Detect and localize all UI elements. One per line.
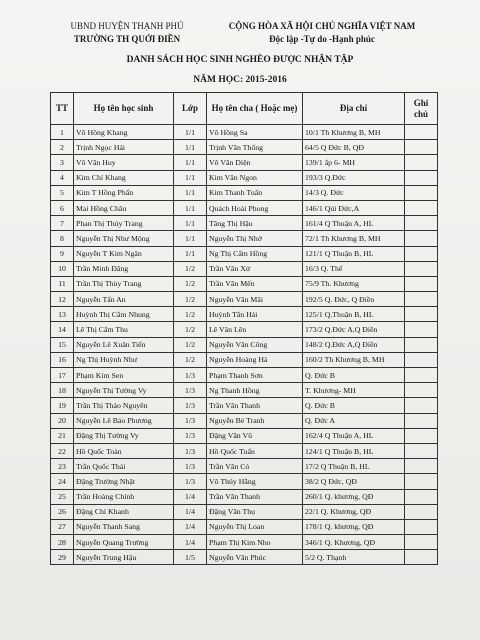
student-name-cell: Nguyễn Lê Bảo Phương: [74, 413, 174, 428]
class-cell: 1/2: [174, 292, 207, 307]
student-name-cell: Trần Thị Thùy Trang: [74, 276, 174, 291]
note-cell: [405, 337, 438, 352]
address-cell: Q. Đức B: [303, 368, 405, 383]
parent-name-cell: Đặng Văn Thụ: [207, 504, 303, 519]
note-cell: [405, 216, 438, 231]
class-cell: 1/4: [174, 504, 207, 519]
parent-name-cell: Nguyễn Văn Mãi: [207, 292, 303, 307]
parent-name-cell: Nguyễn Văn Phúc: [207, 550, 303, 565]
table-row: [51, 216, 438, 231]
class-cell: 1/3: [174, 368, 207, 383]
class-cell: 1/3: [174, 443, 207, 458]
student-name-cell: Phan Thị Thủy Trang: [74, 216, 174, 231]
note-cell: [405, 489, 438, 504]
column-header-parent: Họ tên cha ( Hoặc mẹ): [207, 93, 303, 125]
parent-name-cell: Kim Thanh Tuấn: [207, 185, 303, 200]
note-cell: [405, 185, 438, 200]
row-number-cell: 27: [51, 519, 74, 534]
note-cell: [405, 443, 438, 458]
class-cell: 1/1: [174, 185, 207, 200]
table-row: [51, 170, 438, 185]
parent-name-cell: Nguyễn Văn Công: [207, 337, 303, 352]
address-cell: 64/5 Q Đức B, QĐ: [303, 140, 405, 155]
table-row: [51, 519, 438, 534]
parent-name-cell: Ng Thị Cẩm Hồng: [207, 246, 303, 261]
table-row: [51, 474, 438, 489]
class-cell: 1/1: [174, 140, 207, 155]
parent-name-cell: Tăng Thị Hậu: [207, 216, 303, 231]
row-number-cell: 5: [51, 185, 74, 200]
student-name-cell: Kim T Hồng Phấn: [74, 185, 174, 200]
parent-name-cell: Ng Thanh Hồng: [207, 383, 303, 398]
parent-name-cell: Huỳnh Tấn Hải: [207, 307, 303, 322]
address-cell: T. Khương- MH: [303, 383, 405, 398]
student-name-cell: Nguyễn Tấn An: [74, 292, 174, 307]
table-row: [51, 200, 438, 215]
address-cell: 192/5 Q. Đức, Q Điền: [303, 292, 405, 307]
student-name-cell: Kim Chí Khang: [74, 170, 174, 185]
row-number-cell: 8: [51, 231, 74, 246]
nation-motto: Độc lập -Tự do -Hạnh phúc: [269, 34, 375, 44]
parent-name-cell: Nguyễn Thị Loan: [207, 519, 303, 534]
row-number-cell: 20: [51, 413, 74, 428]
class-cell: 1/1: [174, 216, 207, 231]
district-committee-name: UBND HUYỆN THẠNH PHÚ: [70, 21, 184, 31]
student-name-cell: Mai Hồng Châu: [74, 200, 174, 215]
class-cell: 1/1: [174, 246, 207, 261]
parent-name-cell: Nguyễn Hoàng Hà: [207, 352, 303, 367]
row-number-cell: 19: [51, 398, 74, 413]
table-row: [51, 246, 438, 261]
column-header-tt: TT: [51, 93, 74, 125]
address-cell: 162/4 Q Thuận A, HL: [303, 428, 405, 443]
note-cell: [405, 170, 438, 185]
note-cell: [405, 261, 438, 276]
class-cell: 1/2: [174, 276, 207, 291]
note-cell: [405, 459, 438, 474]
note-cell: [405, 550, 438, 565]
parent-name-cell: Võ Thúy Hằng: [207, 474, 303, 489]
organization-header: [62, 20, 192, 46]
student-name-cell: Trần Quốc Thái: [74, 459, 174, 474]
table-row: [51, 231, 438, 246]
parent-name-cell: Phạm Thị Kim Nho: [207, 535, 303, 550]
class-cell: 1/1: [174, 125, 207, 140]
note-cell: [405, 200, 438, 215]
table-row: [51, 125, 438, 140]
note-cell: [405, 125, 438, 140]
row-number-cell: 3: [51, 155, 74, 170]
row-number-cell: 13: [51, 307, 74, 322]
row-number-cell: 1: [51, 125, 74, 140]
address-cell: 75/9 Th. Khương: [303, 276, 405, 291]
class-cell: 1/1: [174, 200, 207, 215]
table-row: [51, 276, 438, 291]
class-cell: 1/4: [174, 489, 207, 504]
table-row: [51, 413, 438, 428]
note-cell: [405, 276, 438, 291]
class-cell: 1/1: [174, 155, 207, 170]
table-row: [51, 459, 438, 474]
table-row: [51, 550, 438, 565]
student-name-cell: Nguyễn Thị Như Mộng: [74, 231, 174, 246]
row-number-cell: 12: [51, 292, 74, 307]
parent-name-cell: Nguyễn Bé Tranh: [207, 413, 303, 428]
student-name-cell: Nguyễn Lê Xuân Tiến: [74, 337, 174, 352]
parent-name-cell: Võ Hồng Sa: [207, 125, 303, 140]
note-cell: [405, 398, 438, 413]
note-cell: [405, 428, 438, 443]
student-name-cell: Võ Văn Huy: [74, 155, 174, 170]
note-cell: [405, 519, 438, 534]
parent-name-cell: Hồ Quốc Tuấn: [207, 443, 303, 458]
address-cell: 346/1 Q. Khương, QĐ: [303, 535, 405, 550]
student-name-cell: Trịnh Ngọc Hải: [74, 140, 174, 155]
row-number-cell: 17: [51, 368, 74, 383]
class-cell: 1/2: [174, 337, 207, 352]
note-cell: [405, 231, 438, 246]
note-cell: [405, 292, 438, 307]
table-row: [51, 261, 438, 276]
student-name-cell: Ng Thị Huỳnh Như: [74, 352, 174, 367]
address-cell: 146/1 Qúi Đức,A: [303, 200, 405, 215]
parent-name-cell: Nguyễn Thị Nhớ: [207, 231, 303, 246]
class-cell: 1/2: [174, 352, 207, 367]
student-name-cell: Huỳnh Thị Cẩm Nhung: [74, 307, 174, 322]
note-cell: [405, 307, 438, 322]
parent-name-cell: Đặng Văn Vũ: [207, 428, 303, 443]
student-name-cell: Lê Thị Cẩm Thu: [74, 322, 174, 337]
table-row: [51, 489, 438, 504]
student-name-cell: Võ Hồng Khang: [74, 125, 174, 140]
table-row: [51, 398, 438, 413]
student-name-cell: Phạm Kim Sen: [74, 368, 174, 383]
row-number-cell: 24: [51, 474, 74, 489]
class-cell: 1/3: [174, 413, 207, 428]
row-number-cell: 4: [51, 170, 74, 185]
table-header-row: [51, 93, 438, 125]
school-year: NĂM HỌC: 2015-2016: [193, 75, 287, 85]
student-name-cell: Đặng Trường Nhật: [74, 474, 174, 489]
address-cell: 124/1 Q Thuận B, HL: [303, 443, 405, 458]
parent-name-cell: Trần Văn Có: [207, 459, 303, 474]
table-row: [51, 185, 438, 200]
parent-name-cell: Phạm Thanh Sơn: [207, 368, 303, 383]
student-name-cell: Nguyễn Quang Trường: [74, 535, 174, 550]
table-row: [51, 322, 438, 337]
parent-name-cell: Trần Văn Xử: [207, 261, 303, 276]
address-cell: 173/2 Q.Đức A,Q Điền: [303, 322, 405, 337]
table-row: [51, 504, 438, 519]
student-name-cell: Trần Hoàng Chính: [74, 489, 174, 504]
address-cell: 17/2 Q Thuận B, HL: [303, 459, 405, 474]
address-cell: 121/1 Q Thuận B, HL: [303, 246, 405, 261]
table-row: [51, 352, 438, 367]
note-cell: [405, 535, 438, 550]
school-name: TRƯỜNG TH QUỚI ĐIỀN: [73, 34, 181, 44]
address-cell: 5/2 Q. Thạnh: [303, 550, 405, 565]
class-cell: 1/3: [174, 459, 207, 474]
parent-name-cell: Lê Văn Lên: [207, 322, 303, 337]
row-number-cell: 6: [51, 200, 74, 215]
row-number-cell: 21: [51, 428, 74, 443]
note-cell: [405, 155, 438, 170]
table-row: [51, 307, 438, 322]
class-cell: 1/3: [174, 383, 207, 398]
national-motto-header: [216, 20, 428, 46]
parent-name-cell: Trịnh Văn Thống: [207, 140, 303, 155]
row-number-cell: 29: [51, 550, 74, 565]
parent-name-cell: Trần Văn Mến: [207, 276, 303, 291]
row-number-cell: 15: [51, 337, 74, 352]
column-header-student: Họ tên học sinh: [74, 93, 174, 125]
address-cell: 139/1 ấp 6- MH: [303, 155, 405, 170]
student-name-cell: Hồ Quốc Toàn: [74, 443, 174, 458]
note-cell: [405, 246, 438, 261]
class-cell: 1/1: [174, 231, 207, 246]
note-cell: [405, 352, 438, 367]
class-cell: 1/3: [174, 428, 207, 443]
row-number-cell: 16: [51, 352, 74, 367]
table-row: [51, 383, 438, 398]
row-number-cell: 2: [51, 140, 74, 155]
parent-name-cell: Trần Văn Thanh: [207, 398, 303, 413]
note-cell: [405, 383, 438, 398]
note-cell: [405, 504, 438, 519]
parent-name-cell: Quách Hoài Phong: [207, 200, 303, 215]
class-cell: 1/2: [174, 261, 207, 276]
row-number-cell: 11: [51, 276, 74, 291]
row-number-cell: 9: [51, 246, 74, 261]
address-cell: 260/1 Q. khương, QĐ: [303, 489, 405, 504]
class-cell: 1/3: [174, 474, 207, 489]
student-name-cell: Trần Thị Thảo Nguyên: [74, 398, 174, 413]
table-row: [51, 140, 438, 155]
document-title: DANH SÁCH HỌC SINH NGHÈO ĐƯỢC NHẬN TẬP: [126, 55, 354, 65]
row-number-cell: 23: [51, 459, 74, 474]
address-cell: 148/2 Q.Đức A,Q Điền: [303, 337, 405, 352]
table-row: [51, 337, 438, 352]
class-cell: 1/4: [174, 535, 207, 550]
address-cell: 10/1 Th Khương B, MH: [303, 125, 405, 140]
table-row: [51, 428, 438, 443]
row-number-cell: 28: [51, 535, 74, 550]
student-name-cell: Nguyễn Thanh Sang: [74, 519, 174, 534]
address-cell: 160/2 Th Khương B, MH: [303, 352, 405, 367]
nation-name: CỘNG HÒA XÃ HỘI CHỦ NGHĨA VIỆT NAM: [228, 21, 416, 31]
row-number-cell: 26: [51, 504, 74, 519]
row-number-cell: 14: [51, 322, 74, 337]
address-cell: 14/3 Q. Đức: [303, 185, 405, 200]
address-cell: 22/1 Q. Khương, QĐ: [303, 504, 405, 519]
table-row: [51, 155, 438, 170]
note-cell: [405, 140, 438, 155]
student-name-cell: Nguyễn Thị Tường Vy: [74, 383, 174, 398]
parent-name-cell: Võ Văn Diện: [207, 155, 303, 170]
address-cell: 125/1 Q.Thuận B, HL: [303, 307, 405, 322]
row-number-cell: 10: [51, 261, 74, 276]
address-cell: 161/4 Q Thuận A, HL: [303, 216, 405, 231]
class-cell: 1/1: [174, 170, 207, 185]
address-cell: 38/2 Q Đức, QĐ: [303, 474, 405, 489]
row-number-cell: 7: [51, 216, 74, 231]
student-list-table: [50, 92, 438, 565]
table-row: [51, 368, 438, 383]
class-cell: 1/5: [174, 550, 207, 565]
address-cell: 178/1 Q. khương, QĐ: [303, 519, 405, 534]
student-name-cell: Nguyễn Trung Hậu: [74, 550, 174, 565]
class-cell: 1/4: [174, 519, 207, 534]
row-number-cell: 18: [51, 383, 74, 398]
column-header-address: Địa chỉ: [303, 93, 405, 125]
row-number-cell: 25: [51, 489, 74, 504]
address-cell: Q. Đức A: [303, 413, 405, 428]
student-name-cell: Trần Minh Đăng: [74, 261, 174, 276]
class-cell: 1/3: [174, 398, 207, 413]
table-body: [51, 125, 438, 565]
address-cell: 193/3 Q.Đức: [303, 170, 405, 185]
note-cell: [405, 474, 438, 489]
table-row: [51, 535, 438, 550]
address-cell: 16/3 Q. Thế: [303, 261, 405, 276]
student-name-cell: Nguyễn T Kim Ngân: [74, 246, 174, 261]
class-cell: 1/2: [174, 322, 207, 337]
column-header-note: Ghi chú: [405, 93, 438, 125]
note-cell: [405, 322, 438, 337]
table-row: [51, 292, 438, 307]
parent-name-cell: Trần Văn Thanh: [207, 489, 303, 504]
row-number-cell: 22: [51, 443, 74, 458]
parent-name-cell: Kim Văn Ngon: [207, 170, 303, 185]
column-header-class: Lớp: [174, 93, 207, 125]
address-cell: Q. Đức B: [303, 398, 405, 413]
note-cell: [405, 413, 438, 428]
student-name-cell: Đặng Chí Khanh: [74, 504, 174, 519]
student-name-cell: Đặng Thị Tường Vy: [74, 428, 174, 443]
class-cell: 1/2: [174, 307, 207, 322]
note-cell: [405, 368, 438, 383]
table-row: [51, 443, 438, 458]
address-cell: 72/1 Th Khương B, MH: [303, 231, 405, 246]
